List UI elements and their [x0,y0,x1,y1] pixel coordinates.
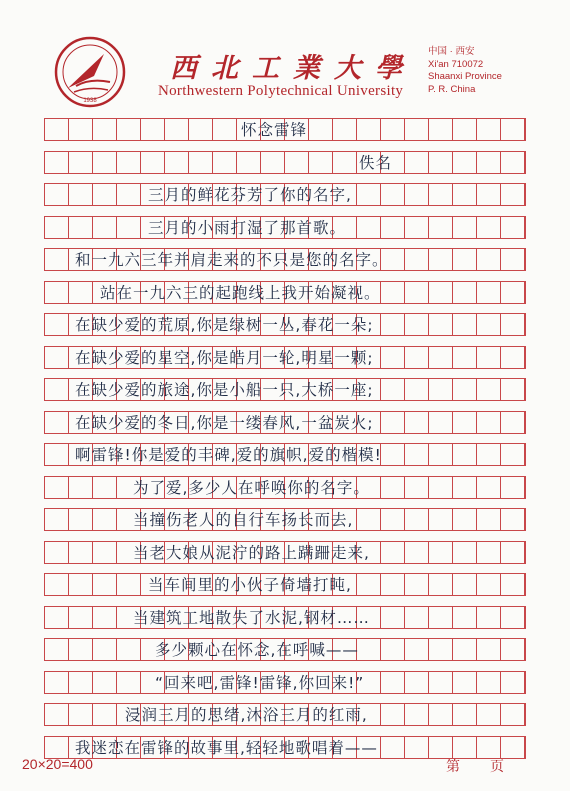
grid-row [44,346,526,369]
grid-row [44,508,526,531]
address-line: Xi'an 710072 [428,58,484,70]
grid-row [44,378,526,401]
essay-line: 当车间里的小伙子倚墙打盹, [148,576,352,594]
grid-row [44,411,526,434]
grid-row [44,476,526,499]
address-line: P. R. China [428,83,476,95]
page-label-suffix: 页 [490,759,504,775]
page-label-prefix: 第 [446,759,460,775]
essay-line: 当建筑工地散失了水泥,钢材…… [133,608,370,627]
address-line: 中国 · 西安 [428,46,475,57]
essay-line: 当撞伤老人的自行车扬长而去, [133,511,354,529]
university-name-cn: 西北工業大學 [170,53,416,84]
grid-row [44,606,526,629]
grid-row [44,248,526,271]
grid-row [44,443,526,466]
essay-line: 多少颗心在怀念,在呼喊—— [155,641,359,659]
essay-line: 站在一九六三的起跑线上我开始凝视。 [100,283,381,302]
grid-row [44,541,526,564]
essay-line: 在缺少爱的冬日,你是一缕春风,一盆炭火; [75,413,374,432]
grid-spec-label: 20×20=400 [22,756,93,772]
essay-line: 在缺少爱的旅途,你是小船一只,大桥一座; [75,381,374,399]
letterhead [0,0,570,115]
essay-line: 浸润三月的思绪,沐浴三月的红雨, [125,706,368,724]
grid-row [44,638,526,661]
essay-line: 三月的鲜花芬芳了你的名字, [148,186,352,204]
essay-line: 当老大娘从泥泞的路上蹒跚走来, [133,543,370,562]
essay-author: 佚名 [359,153,393,172]
essay-line: 为了爱,多少人在呼唤你的名字。 [133,478,370,497]
address-line: Shaanxi Province [428,71,502,82]
grid-row [44,183,526,206]
essay-line: 啊雷锋!你是爱的丰碑,爱的旗帜,爱的楷模! [75,446,382,464]
manuscript-grid [44,118,526,768]
essay-line: 在缺少爱的荒原,你是绿树一丛,春花一朵; [75,316,374,334]
university-seal-logo [54,36,126,108]
grid-row [44,281,526,304]
university-name-en: Northwestern Polytechnical University [158,83,404,99]
essay-line: “回来吧,雷锋!雷锋,你回来!” [155,673,365,692]
essay-line: 和一九六三年并肩走来的不只是您的名字。 [75,251,389,269]
grid-row [44,118,526,141]
essay-title: 怀念雷锋 [241,121,308,139]
grid-row [44,703,526,726]
essay-line: 我迷恋在雷锋的故事里,轻轻地歌唱着—— [75,738,378,757]
page-number-label [446,756,534,776]
grid-row [44,151,526,174]
essay-line: 在缺少爱的星空,你是皓月一轮,明星一颗; [75,348,374,367]
svg-text:1938: 1938 [83,98,97,104]
essay-line: 三月的小雨打湿了那首歌。 [148,218,347,237]
grid-row [44,313,526,336]
grid-row [44,216,526,239]
address-block [428,46,502,96]
grid-row [44,671,526,694]
grid-row [44,573,526,596]
